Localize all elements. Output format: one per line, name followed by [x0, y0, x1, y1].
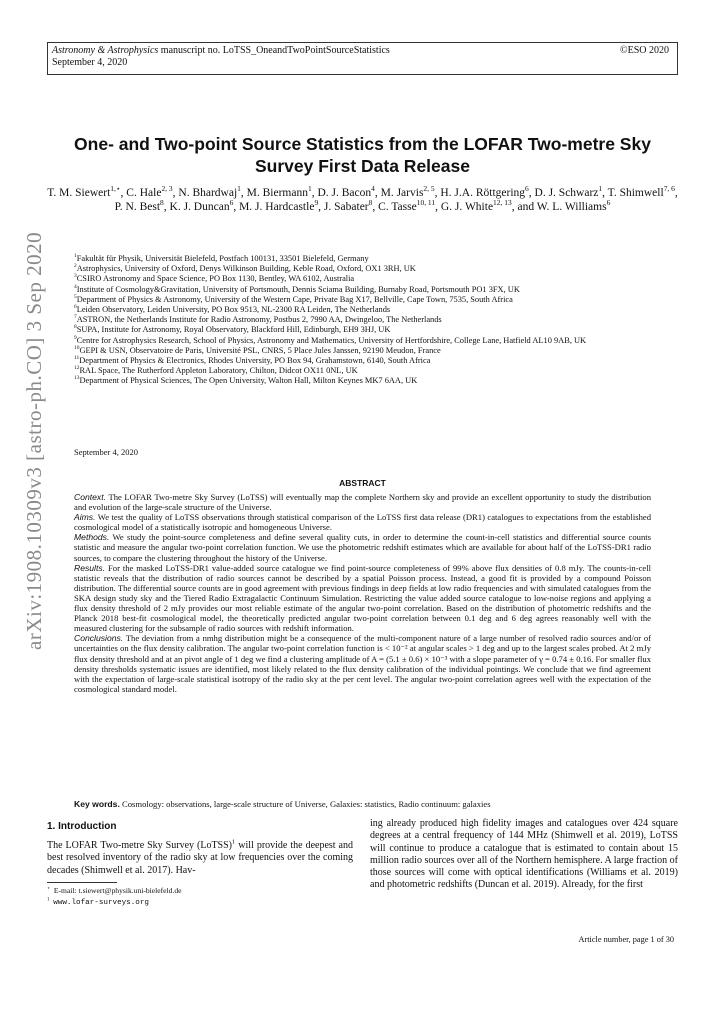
affiliation-item: $^1$Fakultät für Physik, Universität Bielefeld, Postfach 100131, 33501 Bielefeld, Germany: [74, 253, 369, 263]
section-heading: 1. Introduction: [47, 821, 117, 832]
author: H. J.A. Röttgering: [440, 187, 526, 199]
copyright: ©ESO 2020: [620, 45, 669, 56]
author: D. J. Schwarz: [534, 187, 599, 199]
author-affiliation-mark: 1: [598, 184, 603, 194]
author: P. N. Best: [114, 201, 161, 213]
page-number: Article number, page 1 of 30: [578, 935, 674, 944]
author-affiliation-mark: 4: [371, 184, 375, 194]
author-affiliation-mark: 12, 13: [493, 198, 512, 208]
footnote-url: $^1$ www.lofar-surveys.org: [47, 896, 149, 907]
author: M. Biermann: [246, 187, 308, 199]
abstract-body: [74, 492, 651, 694]
arxiv-id: arXiv:1908.10309v3 [astro-ph.CO] 3 Sep 2020: [22, 231, 46, 650]
submission-date: September 4, 2020: [74, 447, 138, 457]
author: C. Hale: [126, 187, 162, 199]
author: J. Sabater: [323, 201, 369, 213]
affiliation-item: $^5$Department of Physics & Astronomy, University of the Western Cape, Private Bag X17, Bellville, Cape Town, 7535, South Africa: [74, 294, 513, 304]
abstract-aims: Aims. We test the quality of LoTSS observations through statistical comparison of the LoTSS first data release (DR1) catalogues to expectations from the established cosmological model of a statistically isotropic and homogeneous Universe.: [74, 512, 651, 533]
running-header: [52, 45, 390, 69]
author-affiliation-mark: 8: [368, 198, 373, 208]
author-affiliation-mark: 1: [237, 184, 241, 194]
affiliation-item: $^3$CSIRO Astronomy and Space Science, PO Box 1130, Bentley, WA 6102, Australia: [74, 273, 355, 284]
paper-title: One- and Two-point Source Statistics from the LOFAR Two-metre Sky Survey First Data Release: [74, 134, 651, 176]
author-affiliation-mark: 8: [160, 198, 164, 208]
abstract-heading: ABSTRACT: [339, 478, 386, 488]
author-affiliation-mark: 1,⋆: [110, 184, 121, 194]
author: C. Tasse: [378, 201, 417, 213]
affiliation-item: $^2$Astrophysics, University of Oxford, Denys Wilkinson Building, Keble Road, Oxford, OX1 3RH, UK: [74, 263, 416, 274]
keywords-text: Cosmology: observations, large-scale structure of Universe, Galaxies: statistics, Radio continuum: galaxies: [119, 799, 491, 809]
affiliation-item: $^4$Institute of Cosmology&Gravitation, University of Portsmouth, Dennis Sciama Building, Burnaby Road, Portsmouth PO1 3FX, UK: [74, 283, 520, 294]
affiliation-item: $^{13}$Department of Physical Sciences, The Open University, Walton Hall, Milton Keynes MK7 6AA, UK: [74, 375, 418, 386]
author: D. J. Bacon: [317, 187, 372, 199]
author-affiliation-mark: 2, 3: [161, 184, 173, 194]
footnote-email: ⋆ E-mail: t.siewert@physik.uni-bielefeld.de: [47, 886, 182, 895]
author-affiliation-mark: 2, 5: [423, 184, 435, 194]
footnotes: [47, 886, 182, 908]
affiliation-item: $^{10}$GEPI & USN, Observatoire de Paris, Université PSL, CNRS, 5 Place Jules Janssen, 92190 Meudon, France: [74, 345, 441, 355]
affiliation-item: $^6$Leiden Observatory, Leiden University, PO Box 9513, NL-2300 RA Leiden, The Netherlands: [74, 304, 391, 315]
author: W. L. Williams: [536, 201, 607, 213]
affiliation-item: $^7$ASTRON, the Netherlands Institute for Radio Astronomy, Postbus 2, 7990 AA, Dwingeloo, The Netherlands: [74, 314, 442, 325]
author: K. J. Duncan: [169, 201, 230, 213]
author-affiliation-mark: 6: [606, 198, 611, 208]
abstract-methods: Methods. We study the point-source completeness and define several quality cuts, in order to determine the count-in-cell statistics and differential source counts statistic and measure the angular two-point correlation function. We use the photometric redshift estimates which are available for about half of the LoTSS-DR1 radio sources, to compare the clustering throughout the history of the Universe.: [74, 532, 651, 563]
author: N. Bhardwaj: [178, 187, 238, 199]
author: T. Shimwell: [607, 187, 664, 199]
affiliation-item: $^8$SUPA, Institute for Astronomy, Royal Observatory, Blackford Hill, Edinburgh, EH9 3HJ, UK: [74, 324, 391, 335]
author-affiliation-mark: 6: [525, 184, 529, 194]
manuscript-id: manuscript no. LoTSS_OneandTwoPointSourceStatistics: [158, 45, 390, 56]
abstract-context: Context. The LOFAR Two-metre Sky Survey (LoTSS) will eventually map the complete Northern sky and provide an excellent opportunity to study the distribution and evolution of the large-scale structure of the Universe.: [74, 492, 651, 513]
author-affiliation-mark: 9: [314, 198, 319, 208]
author: M. J. Hardcastle: [239, 201, 315, 213]
intro-right-column: ing already produced high fidelity images and catalogues over 424 square degrees at a central frequency of 144 MHz (Shimwell et al. 2019), LoTSS will continue to produce a catalogue that is estimated to contain about 15 million radio sources over all of the Northern hemisphere. A large fraction of those sources will come with optical identifications (Williams et al. 2019) and photometric redshifts (Duncan et al. 2019). Already, for the first: [370, 818, 678, 891]
affiliation-item: $^{12}$RAL Space, The Rutherford Appleton Laboratory, Chilton, Didcot OX11 0NL, UK: [74, 365, 358, 376]
author-list: T. M. Siewert$^{1,⋆}$, C. Hale$^{2, 3}$, N. Bhardwaj$^1$, M. Biermann$^1$, D. J. Bacon$^4$, M. Jarvis$^{2, 5}$, H. J.A. Röttgering$^6$, D. J. Schwarz$^1$, T. Shimwell$^{7, 6}$, P. N. Best$^8$, K. J. Duncan$^6$, M. J. Hardcastle$^9$, J. Sabater$^8$, C. Tasse$^{10, 11}$, G. J. White$^{12, 13}$, and W. L. Williams$^6$: [47, 184, 678, 213]
header-date: September 4, 2020: [52, 57, 128, 68]
footnote-rule: [47, 882, 117, 883]
abstract-conclusions: Conclusions. The deviation from a nmhg distribution might be a consequence of the multi-component nature of a large number of resolved radio sources and/or of uncertainties on the flux density calibration. The angular two-point correlation function is < 10⁻² at angular scales > 1 deg and up to the largest scales probed. At 2 mJy flux density threshold and at an pivot angle of 1 deg we find a clustering amplitude of A = (5.1 ± 0.6) × 10⁻³ with a slope parameter of γ = 0.74 ± 0.16. For smaller flux density thresholds systematic issues are identified, most likely related to the flux density calibration of the individual pointings. We conclude that we find agreement with the expectation of large-scale statistical isotropy of the radio sky at the per cent level. The angular two-point correlation agrees well with the expectation of the cosmological standard model.: [74, 633, 651, 694]
author-affiliation-mark: 7, 6: [663, 184, 675, 194]
keywords: [74, 799, 651, 809]
affiliation-list: [74, 254, 654, 387]
affiliation-item: $^9$Centre for Astrophysics Research, School of Physics, Astronomy and Mathematics, University of Hertfordshire, College Lane, Hatfield AL10 9AB, UK: [74, 334, 587, 345]
journal-name: Astronomy & Astrophysics: [52, 45, 159, 56]
intro-left-column: The LOFAR Two-metre Sky Survey (LoTSS)$^1$ will provide the deepest and best resolved inventory of the radio sky at low frequencies over the coming decades (Shimwell et al. 2017). Hav-: [47, 838, 353, 876]
author-affiliation-mark: 6: [229, 198, 234, 208]
abstract-results: Results. For the masked LoTSS-DR1 value-added source catalogue we find point-source completeness of 99% above flux densities of 0.8 mJy. The counts-in-cell statistic reveals that the distribution of radio sources cannot be described by a spatial Poisson process. Instead, a good fit is provided by a compound Poisson distribution. The differential source counts are in good agreement with previous findings in deep fields at low radio frequencies and with simulated catalogues from the SKA design study sky and the Tiered Radio Extragalactic Continuum Simulation. Restricting the value added source catalogue to low-noise regions and applying a flux density threshold of 2 mJy provides our most reliable estimate of the angular two-point correlation. Based on the distribution of photometric redshifts and the Planck 2018 best-fit cosmological model, the theoretically predicted angular two-point correlation between 0.1 deg and 6 deg agrees reasonably well with the measured clustering for the subsample of radio sources with redshift information.: [74, 562, 651, 634]
author: T. M. Siewert: [47, 187, 111, 199]
author-affiliation-mark: 10, 11: [416, 198, 436, 208]
affiliation-item: $^{11}$Department of Physics & Electronics, Rhodes University, PO Box 94, Grahamstown, 6140, South Africa: [74, 355, 431, 366]
author: G. J. White: [440, 201, 494, 213]
author-affiliation-mark: 1: [307, 184, 312, 194]
keywords-label: Key words.: [74, 799, 120, 809]
author: M. Jarvis: [380, 187, 424, 199]
